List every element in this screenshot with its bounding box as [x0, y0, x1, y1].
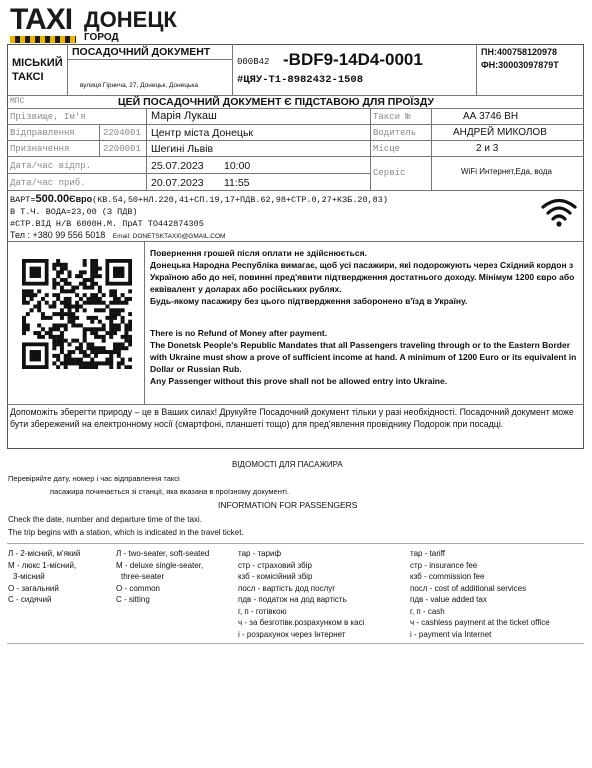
- info-title-en: INFORMATION FOR PASSENGERS: [218, 500, 358, 510]
- warning-en: [150, 327, 578, 387]
- series-prefix: 000В42: [237, 57, 270, 67]
- legend-item: пдв - value added tax: [410, 595, 487, 604]
- legend-item: г, п - cash: [410, 606, 445, 616]
- phone-number[interactable]: +380 99 556 5018: [32, 230, 106, 240]
- seat-label: Місце: [373, 144, 401, 154]
- legend-item: стр - страховий збір: [238, 560, 312, 570]
- warning-ua-line: Повернення грошей після оплати не здійснюється.: [150, 248, 367, 258]
- info-line1-ua: Перевіряйте дату, номер і час відправлення таксі: [8, 474, 180, 483]
- taxi-plate: АА 3746 ВН: [463, 111, 519, 122]
- notice-title: ЦЕЙ ПОСАДОЧНИЙ ДОКУМЕНТ Є ПІДСТАВОЮ ДЛЯ ПРОЇЗДУ: [118, 96, 435, 108]
- legend-item: тар - тариф: [238, 549, 282, 558]
- legend-item: three-seater: [121, 572, 165, 581]
- email-label: Email:: [112, 233, 133, 240]
- departure-datetime-label: Дата/час відпр.: [10, 161, 92, 171]
- warning-en-line: Any Passenger without this prove shall not be allowed entry into Ukraine.: [150, 376, 448, 386]
- doc-number: -BDF9-14D4-0001: [283, 50, 423, 69]
- legend-item: тар - tariff: [410, 549, 445, 558]
- price-line: [10, 193, 388, 205]
- eco-note: Допоможіть зберегти природу – це в Ваших силах! Друкуйте Посадочний документ тільки у разі необхідності. Посадочний документ може бути збережений на електронному носії (смартфоні, планшеті тощо) для пред'явлення провіднику Подорож при посадці.: [10, 407, 574, 429]
- city-taxi-label: МІСЬКИЙ ТАКСІ: [12, 57, 63, 83]
- service-label: Сервіс: [373, 168, 406, 178]
- info-line1-en: Check the date, number and departure time of the taxi.: [8, 515, 202, 524]
- warning-en-line: The Donetsk People's Republic Mandates that all Passengers traveling through or to the Eastern Border with Ukraine must show a prove of sufficient income at hand. A minimum of 1200 Euro or its equivalent in Dollar or Russian Rub.: [150, 340, 577, 374]
- arrival-date: 20.07.2023: [151, 177, 204, 189]
- legend-item: О - загальний: [8, 583, 59, 593]
- destination-station: Шегині Львів: [151, 143, 214, 155]
- warning-ua: [150, 247, 578, 307]
- taxi-logo-word: TAXI: [10, 3, 73, 36]
- passenger-name: Марія Лукаш: [151, 110, 217, 122]
- driver-label: Водитель: [373, 128, 417, 138]
- contact-line: [10, 230, 225, 240]
- legend-item: M - deluxe single-seater,: [116, 560, 204, 570]
- legend-item: O - common: [116, 583, 161, 593]
- info-line2-ua: пасажира починається зі станції, яка вказана в проїзному документі.: [50, 487, 290, 496]
- destination-code: 2200001: [103, 144, 141, 154]
- taxi-number-label: Такси №: [373, 112, 411, 122]
- price-currency: Євро: [69, 194, 93, 204]
- info-title-ua: ВІДОМОСТІ ДЛЯ ПАСАЖИРА: [232, 460, 343, 469]
- departure-date: 25.07.2023: [151, 160, 204, 172]
- legend-item: і - payment via Internet: [410, 629, 492, 639]
- price-amount: 500.00: [35, 193, 70, 205]
- destination-label: Призначення: [10, 144, 70, 154]
- price-water-line: В Т.Ч. ВОДА=23,00 (З ПДВ): [10, 207, 138, 217]
- legend-item: пдв - податок на дод вартість: [238, 595, 347, 604]
- driver-name: АНДРЕЙ МИКОЛОВ: [453, 127, 547, 138]
- warning-ua-line: Будь-якому пасажиру без цього підтвердження заборонено в'їзд в Україну.: [150, 296, 468, 306]
- legend-col-en-seats: [116, 548, 209, 606]
- legend-item: М - люкс 1-місний,: [8, 560, 77, 570]
- email-address[interactable]: DONETSKTAXI0@GMAIL.COM: [132, 233, 226, 240]
- warning-en-line: There is no Refund of Money after payment.: [150, 328, 328, 338]
- legend-item: посл - вартість дод послуг: [238, 583, 336, 593]
- arrival-datetime-label: Дата/час приб.: [10, 178, 86, 188]
- departure-station: Центр міста Донецьк: [151, 127, 254, 139]
- legend-item: Л - two-seater, soft-seated: [116, 549, 210, 558]
- legend-item: стр - insurance fee: [410, 560, 478, 570]
- departure-code: 2204001: [103, 128, 141, 138]
- qr-code: [22, 259, 132, 369]
- wifi-icon: [540, 196, 578, 228]
- price-details: (КВ.54,50+НЛ.220,41+СП.19,17+ПДВ.62,98+СТР.0,27+КЗБ.20,83): [92, 195, 388, 205]
- legend-col-ua-seats: [8, 548, 80, 606]
- name-label: Прізвище, Ім'я: [10, 112, 86, 122]
- arrival-time: 11:55: [224, 177, 250, 189]
- departure-time: 10:00: [224, 160, 251, 172]
- legend-item: 3-місний: [13, 572, 45, 581]
- legend-item: посл - cost of additional services: [410, 583, 527, 593]
- legend-item: кзб - комісійний збір: [238, 572, 313, 581]
- taxi-logo-city: ДОНЕЦК: [84, 7, 177, 32]
- mps-label: МПС: [10, 97, 25, 106]
- legend-item: ч - за безготівк.розрахунком в касі: [238, 618, 365, 627]
- legend-item: і - розрахунок через Інтернет: [238, 629, 346, 639]
- legend-item: Л - 2-місний, м'який: [8, 549, 81, 558]
- tel-label: Тел :: [10, 230, 33, 240]
- doc-code: #ЦЯУ-Т1-8982432-1508: [237, 74, 364, 86]
- doc-type-title: ПОСАДОЧНИЙ ДОКУМЕНТ: [72, 46, 211, 58]
- price-prefix: ВАРТ=: [10, 195, 36, 205]
- warning-ua-line: Донецька Народна Республіка вимагає, щоб усі пасажири, які подорожують через Східний кордон з Україною або до неї, повинні пред'явити підтвердження достатнього доходу. Мінімум 1200 євро або еквівалент у доларах або російських рублях.: [150, 260, 575, 294]
- legend-item: г, п - готівкою: [238, 606, 287, 616]
- legend-col-ua-fees: [238, 548, 364, 640]
- seat-value: 2 и 3: [476, 143, 499, 154]
- legend-item: кзб - commission fee: [410, 572, 485, 581]
- pn-number: ПН:400758120978: [481, 47, 558, 57]
- price-insurance-line: #СТР.ВІД Н/В 6000Н.М. ПрАТ ТО442874305: [10, 219, 204, 229]
- fn-number: ФН:30003097879Т: [481, 60, 559, 70]
- legend-col-en-fees: [410, 548, 550, 640]
- info-line2-en: The trip begins with a station, which is indicated in the travel ticket.: [8, 528, 244, 537]
- taxi-logo: [8, 4, 198, 44]
- departure-label: Відправлення: [10, 128, 75, 138]
- legend-item: C - sitting: [116, 595, 150, 604]
- legend-item: ч - cashless payment at the ticket office: [410, 618, 550, 627]
- taxi-address: вулиця Гірнича, 27, Донецьк, Донецька: [80, 82, 199, 89]
- service-value: WiFi Интернет,Еда, вода: [461, 167, 552, 176]
- legend-item: С - сидячий: [8, 595, 52, 604]
- checker-stripe: [10, 36, 76, 43]
- taxi-logo-subtitle: ГОРОД: [84, 32, 119, 43]
